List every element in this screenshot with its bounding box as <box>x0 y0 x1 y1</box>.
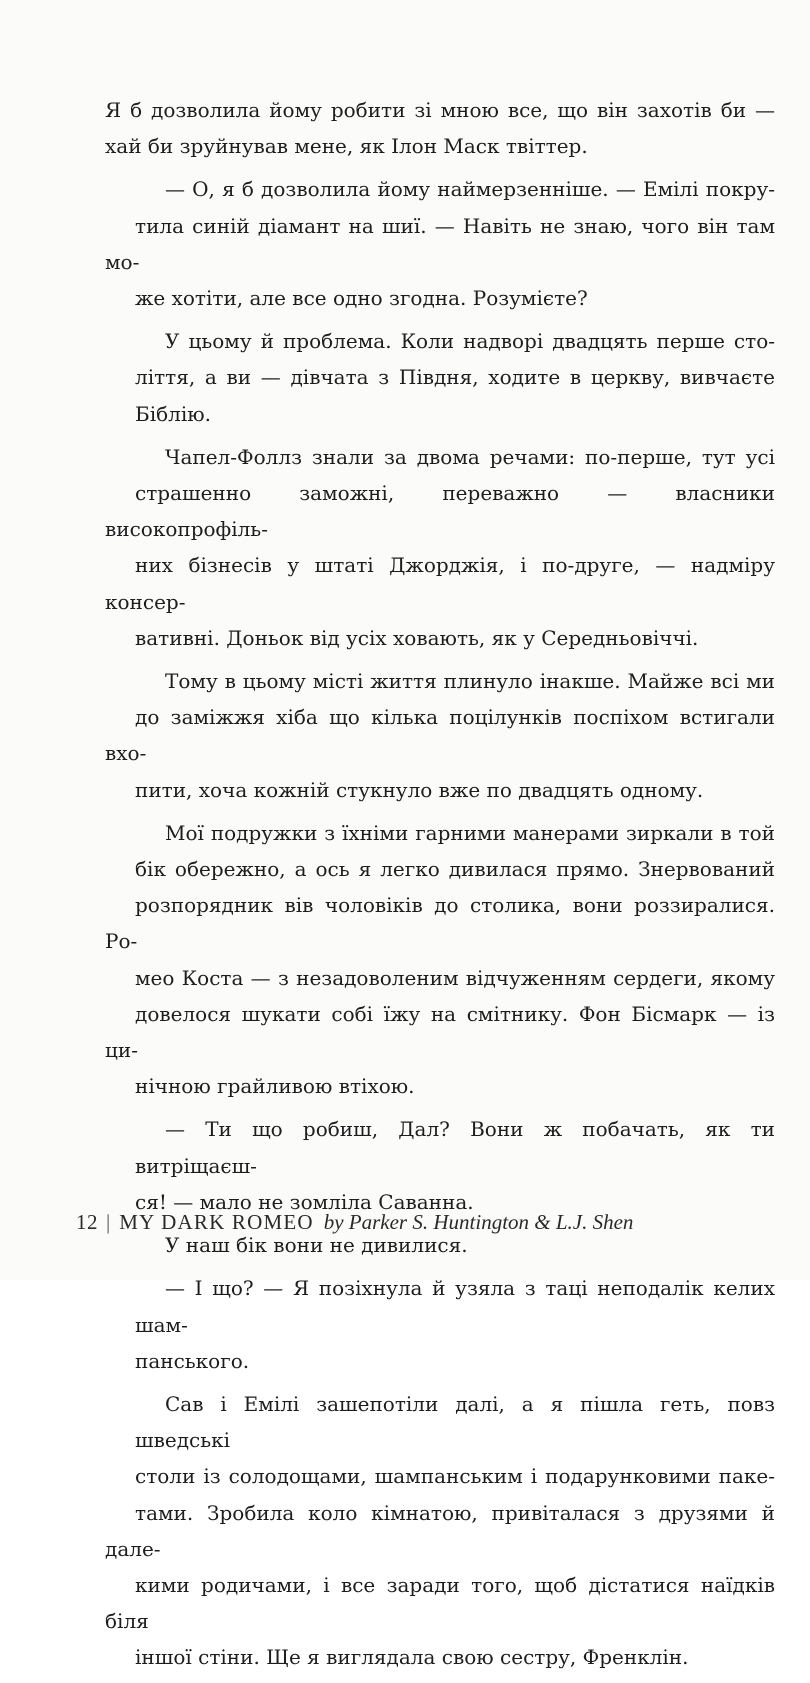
text-line: — О, я б дозволила йому наймерзенніше. — Емілі покру- <box>165 177 775 202</box>
paragraph <box>105 663 775 808</box>
text-line: У наш бік вони не дивилися. <box>165 1233 468 1258</box>
text-line: них бізнесів у штаті Джорджія, і по-друге, — надміру консер- <box>105 553 775 614</box>
text-line: У цьому й проблема. Коли надворі двадцять перше сто- <box>165 329 775 354</box>
paragraph <box>105 1270 775 1379</box>
text-line: ліття, а ви — дівчата з Півдня, ходите в церкву, вивчаєте <box>135 365 775 390</box>
text-line: пити, хоча кожній стукнуло вже по двадцять одному. <box>135 777 704 802</box>
text-line: Тому в цьому місті життя плинуло інакше. Майже всі ми <box>165 669 775 694</box>
text-line: Мої подружки з їхніми гарними манерами зиркали в той <box>165 820 775 845</box>
text-line: панського. <box>135 1348 250 1373</box>
text-line: страшенно заможні, переважно — власники високопрофіль- <box>105 481 775 542</box>
page-footer <box>76 1210 633 1235</box>
text-line: столи із солодощами, шампанським і подарунковими паке- <box>135 1464 775 1489</box>
paragraph <box>105 323 775 432</box>
text-line: вативні. Доньок від усіх ховають, як у Середньовіччі. <box>135 625 699 650</box>
text-line: Біблію. <box>135 401 212 426</box>
paragraph <box>105 92 775 164</box>
text-line: — Ти що робиш, Дал? Вони ж побачать, як ти витріщаєш- <box>135 1117 775 1178</box>
text-line: нічною грайливою втіхою. <box>135 1074 415 1099</box>
text-line: тами. Зробила коло кімнатою, привіталася з друзями й дале- <box>105 1500 775 1561</box>
text-line: мео Коста — з незадоволеним відчуженням сердеги, якому <box>135 965 775 990</box>
text-line: Чапел-Фоллз знали за двома речами: по-перше, тут усі <box>165 444 775 469</box>
text-line: тила синій діамант на шиї. — Навіть не знаю, чого він там мо- <box>105 213 775 274</box>
page-number: 12 <box>76 1210 98 1234</box>
text-line: хай би зруйнував мене, як Ілон Маск твіттер. <box>105 134 588 159</box>
footer-separator: | <box>106 1210 111 1234</box>
text-line: Сав і Емілі зашепотіли далі, а я пішла геть, повз шведські <box>135 1391 775 1453</box>
text-line: кими родичами, і все заради того, щоб дістатися наїдків біля <box>105 1572 775 1634</box>
paragraph <box>105 1386 775 1676</box>
text-line: довелося шукати собі їжу на смітнику. Фон Бісмарк — із ци- <box>105 1001 775 1063</box>
paragraph <box>105 171 775 316</box>
body-text <box>105 92 775 1683</box>
text-line: до заміжжя хіба що кілька поцілунків поспіхом встигали вхо- <box>105 705 775 766</box>
text-line: іншої стіни. Ще я виглядала свою сестру, Френклін. <box>135 1645 689 1670</box>
text-line: ся! — мало не зомліла Саванна. <box>135 1189 474 1214</box>
text-line: — І що? — Я позіхнула й узяла з таці неподалік келих шам- <box>135 1276 775 1337</box>
paragraph <box>105 815 775 1105</box>
text-line: Я б дозволила йому робити зі мною все, що він захотів би — <box>105 98 775 122</box>
text-line: розпорядник вів чоловіків до столика, вони роззиралися. Ро- <box>105 893 775 954</box>
paragraph <box>105 439 775 656</box>
paragraph <box>105 1111 775 1220</box>
text-line: же хотіти, але все одно згодна. Розумієте? <box>135 286 588 311</box>
author-byline: by Parker S. Huntington & L.J. Shen <box>323 1210 634 1234</box>
book-title: MY DARK ROMEO <box>119 1210 314 1234</box>
text-line: бік обережно, а ось я легко дивилася прямо. Знервований <box>135 857 775 882</box>
